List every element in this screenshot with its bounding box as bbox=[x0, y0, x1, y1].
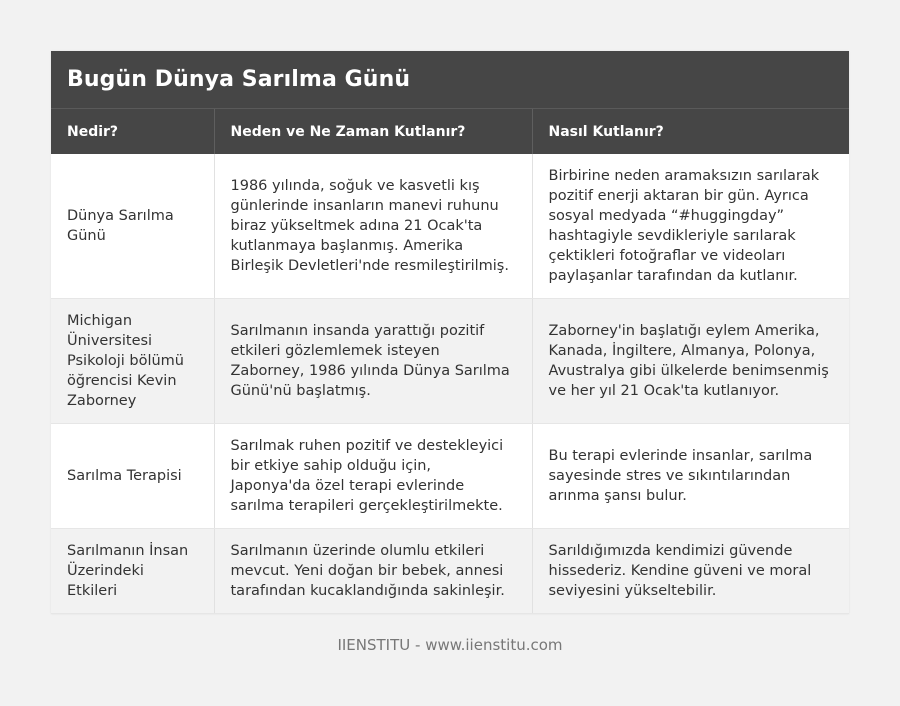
footer-credit: IIENSTITU - www.iienstitu.com bbox=[337, 636, 563, 654]
table-cell: Sarılmanın insanda yarattığı pozitif etkileri gözlemlemek isteyen Zaborney, 1986 yılında Dünya Sarılma Günü'nü başlatmış. bbox=[214, 299, 532, 424]
column-header-what: Nedir? bbox=[51, 109, 214, 154]
table-cell: Sarılmanın üzerinde olumlu etkileri mevcut. Yeni doğan bir bebek, annesi tarafından kucaklandığında sakinleşir. bbox=[214, 529, 532, 614]
table-cell: Sarılmak ruhen pozitif ve destekleyici bir etkiye sahip olduğu için, Japonya'da özel terapi evlerinde sarılma terapileri gerçekleştirilmekte. bbox=[214, 424, 532, 529]
header-row bbox=[51, 109, 849, 154]
table-cell: Sarılmanın İnsan Üzerindeki Etkileri bbox=[51, 529, 214, 614]
info-table bbox=[51, 109, 849, 614]
table-cell: Dünya Sarılma Günü bbox=[51, 154, 214, 299]
table-row bbox=[51, 529, 849, 614]
title-bar bbox=[51, 51, 849, 109]
page-title: Bugün Dünya Sarılma Günü bbox=[67, 67, 411, 92]
table-row bbox=[51, 424, 849, 529]
table-cell: Sarılma Terapisi bbox=[51, 424, 214, 529]
table-row bbox=[51, 154, 849, 299]
table-cell: Zaborney'in başlatığı eylem Amerika, Kanada, İngiltere, Almanya, Polonya, Avustralya gibi ülkelerde benimsenmiş ve her yıl 21 Ocak'ta kutlanıyor. bbox=[532, 299, 849, 424]
column-header-why-when: Neden ve Ne Zaman Kutlanır? bbox=[214, 109, 532, 154]
table-cell: Sarıldığımızda kendimizi güvende hissederiz. Kendine güveni ve moral seviyesini yükseltebilir. bbox=[532, 529, 849, 614]
table-cell: Michigan Üniversitesi Psikoloji bölümü öğrencisi Kevin Zaborney bbox=[51, 299, 214, 424]
table-cell: 1986 yılında, soğuk ve kasvetli kış günlerinde insanların manevi ruhunu biraz yükseltmek adına 21 Ocak'ta kutlanmaya başlanmış. Amerika Birleşik Devletleri'nde resmileştirilmiş. bbox=[214, 154, 532, 299]
column-header-how: Nasıl Kutlanır? bbox=[532, 109, 849, 154]
table-row bbox=[51, 299, 849, 424]
table-cell: Bu terapi evlerinde insanlar, sarılma sayesinde stres ve sıkıntılarından arınma şansı bulur. bbox=[532, 424, 849, 529]
table-cell: Birbirine neden aramaksızın sarılarak pozitif enerji aktaran bir gün. Ayrıca sosyal medyada “#huggingday” hashtagiyle sevdikleriyle sarılarak çektikleri fotoğraflar ve videoları paylaşanlar tarafından da kutlanır. bbox=[532, 154, 849, 299]
table-card bbox=[51, 51, 849, 614]
